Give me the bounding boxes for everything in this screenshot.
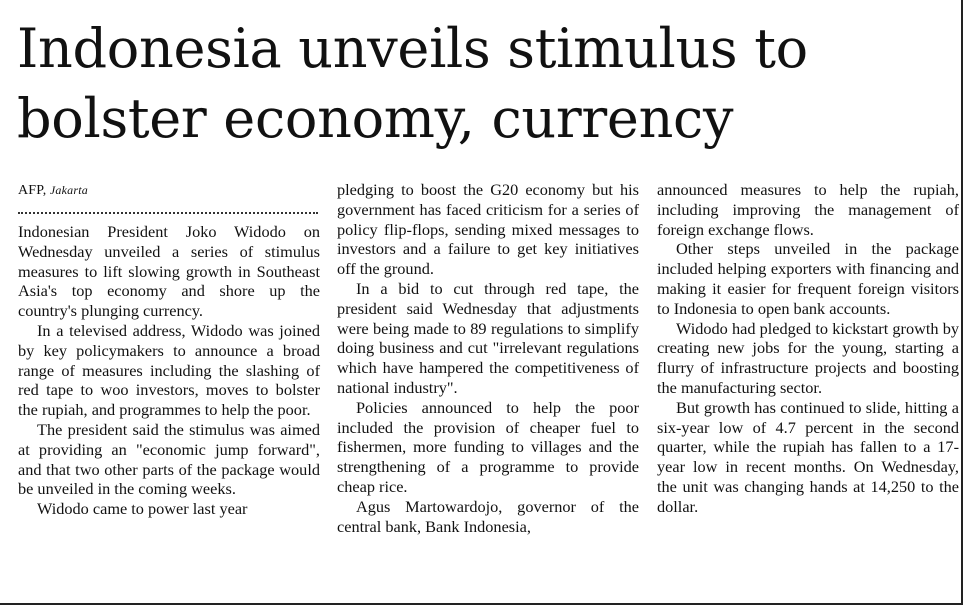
paragraph: In a bid to cut through red tape, the president said Wednesday that adjustments were being made to 89 regulations to simplify doing business and cut "irrelevant regulations which have hampered the competitiveness of national industry". [337, 278, 639, 397]
paragraph: pledging to boost the G20 economy but his government has faced criticism for a series of policy flip-flops, sending mixed messages to investors and a failure to get key initiatives off the ground. [337, 180, 639, 279]
article-column-1 [18, 180, 320, 519]
paragraph: announced measures to help the rupiah, including improving the management of foreign exchange flows. [657, 180, 959, 239]
paragraph: Other steps unveiled in the package included helping exporters with financing and making it easier for frequent foreign visitors to Indonesia to open bank accounts. [657, 239, 959, 318]
article-headline: Indonesia unveils stimulus to bolster economy, currency [17, 17, 808, 150]
paragraph: Widodo came to power last year [37, 499, 248, 519]
dateline-place: Jakarta [49, 183, 88, 197]
paragraph: Widodo had pledged to kickstart growth by creating new jobs for the young, starting a flurry of infrastructure projects and boosting the manufacturing sector. [657, 318, 959, 397]
dotted-divider [18, 192, 318, 214]
paragraph: Agus Martowardojo, governor of the central bank, Bank Indonesia, [337, 496, 639, 536]
paragraph: The president said the stimulus was aimed at providing an "economic jump forward", and that two other parts of the package would be unveiled in the coming weeks. [18, 419, 320, 499]
article-column-3 [657, 180, 959, 517]
paragraph: Indonesian President Joko Widodo on Wednesday unveiled a series of stimulus measures to lift slowing growth in Southeast Asia's top economy and shore up the country's plunging currency. [18, 222, 320, 321]
paragraph: But growth has continued to slide, hitting a six-year low of 4.7 percent in the second quarter, while the rupiah has fallen to a 17-year low in recent months. On Wednesday, the unit was changing hands at 14,250 to the dollar. [657, 397, 959, 516]
paragraph: Policies announced to help the poor included the provision of cheaper fuel to fishermen, more funding to villages and the strengthening of a programme to provide cheap rice. [337, 397, 639, 496]
article-column-2 [337, 180, 639, 536]
dateline-agency: AFP, [18, 183, 47, 198]
paragraph: In a televised address, Widodo was joined by key policymakers to announce a broad range of measures including the slashing of red tape to woo investors, moves to bolster the rupiah, and programmes to help the poor. [18, 320, 320, 420]
